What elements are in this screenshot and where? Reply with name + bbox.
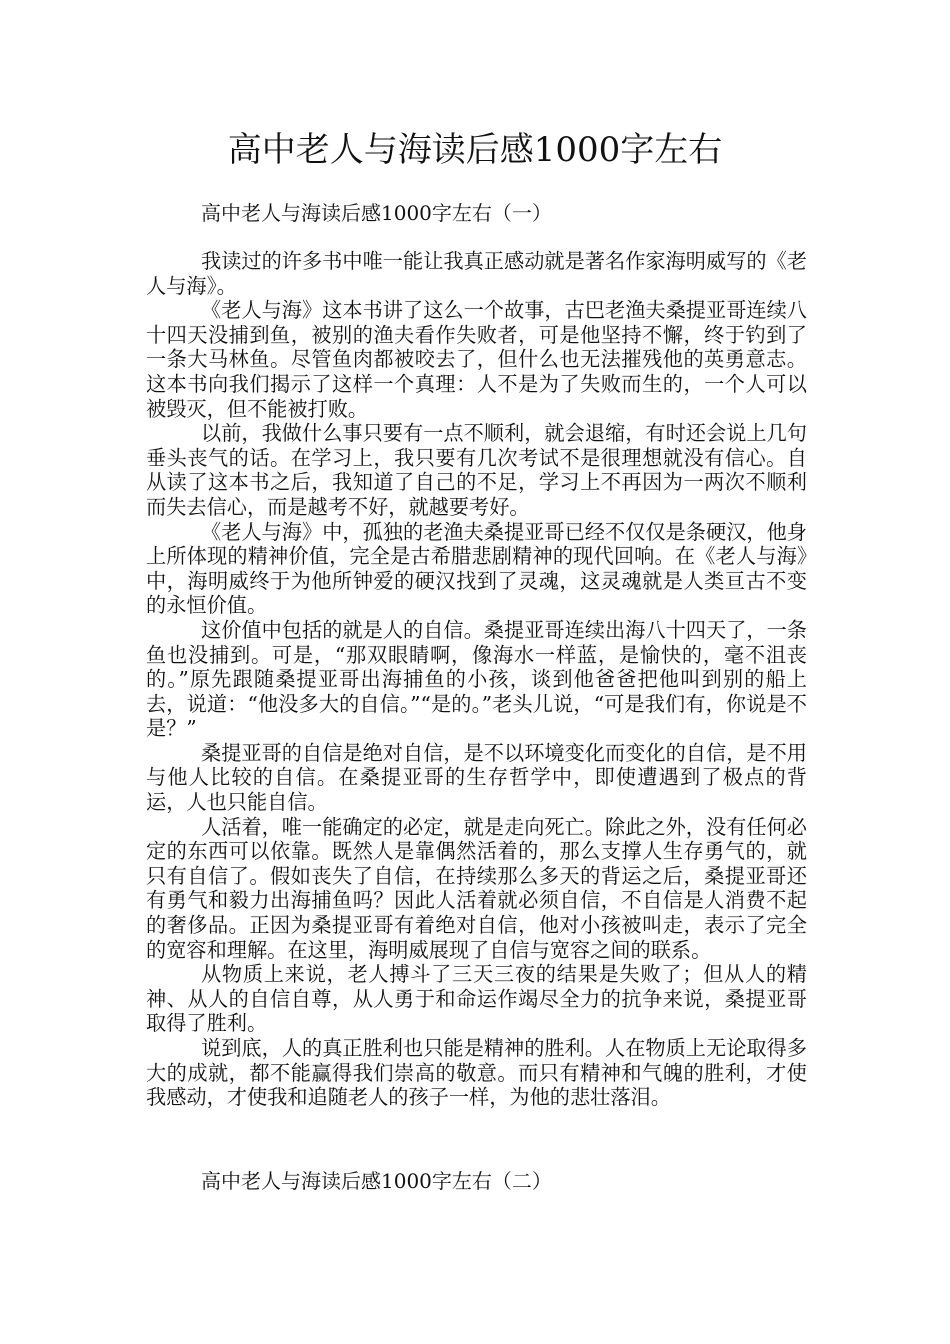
section-heading-1: 高中老人与海读后感1000字左右（一） [201,201,552,225]
paragraph: 《老人与海》中，孤独的老渔夫桑提亚哥已经不仅仅是条硬汉，他身上所体现的精神价值，完全是古希腊悲剧精神的现代回响。在《老人与海》中，海明威终于为他所钟爱的硬汉找到了灵魂，这灵魂就是人类亘古不变的永恒价值。 [146,519,807,618]
paragraph: 以前，我做什么事只要有一点不顺利，就会退缩，有时还会说上几句垂头丧气的话。在学习上，我只要有几次考试不是很理想就没有信心。自从读了这本书之后，我知道了自己的不足，学习上不再因为一两次不顺利而失去信心，而是越考不好，就越要考好。 [146,421,807,519]
paragraph: 从物质上来说，老人搏斗了三天三夜的结果是失败了；但从人的精神、从人的自信自尊，从人勇于和命运作竭尽全力的抗争来说，桑提亚哥取得了胜利。 [146,962,807,1036]
paragraph: 人活着，唯一能确定的必定，就是走向死亡。除此之外，没有任何必定的东西可以依靠。既然人是靠偶然活着的，那么支撑人生存勇气的，就只有自信了。假如丧失了自信，在持续那么多天的背运之后，桑提亚哥还有勇气和毅力出海捕鱼吗？因此人活着就必须自信，不自信是人消费不起的奢侈品。正因为桑提亚哥有着绝对自信，他对小孩被叫走，表示了完全的宽容和理解。在这里，海明威展现了自信与宽容之间的联系。 [146,814,807,962]
paragraph: 我读过的许多书中唯一能让我真正感动就是著名作家海明威写的《老人与海》。 [146,249,807,298]
paragraph: 桑提亚哥的自信是绝对自信，是不以环境变化而变化的自信，是不用与他人比较的自信。在桑提亚哥的生存哲学中，即使遭遇到了极点的背运，人也只能自信。 [146,740,807,815]
paragraph: 《老人与海》这本书讲了这么一个故事，古巴老渔夫桑提亚哥连续八十四天没捕到鱼，被别的渔夫看作失败者，可是他坚持不懈，终于钓到了一条大马林鱼。尽管鱼肉都被咬去了，但什么也无法摧残他的英勇意志。这本书向我们揭示了这样一个真理：人不是为了失败而生的，一个人可以被毁灭，但不能被打败。 [146,298,807,421]
paragraph: 这价值中包括的就是人的自信。桑提亚哥连续出海八十四天了，一条鱼也没捕到。可是，“那双眼睛啊，像海水一样蓝，是愉快的，毫不沮丧的。”原先跟随桑提亚哥出海捕鱼的小孩，谈到他爸爸把他叫到别的船上去，说道：“他没多大的自信。”“是的。”老头儿说，“可是我们有，你说是不是？” [146,617,807,741]
document-title: 高中老人与海读后感1000字左右 [227,130,723,170]
paragraph: 说到底，人的真正胜利也只能是精神的胜利。人在物质上无论取得多大的成就，都不能赢得我们崇高的敬意。而只有精神和气魄的胜利，才使我感动，才使我和追随老人的孩子一样，为他的悲壮落泪。 [146,1036,807,1110]
section-heading-2: 高中老人与海读后感1000字左右（二） [201,1169,552,1193]
article-body [146,249,807,1110]
